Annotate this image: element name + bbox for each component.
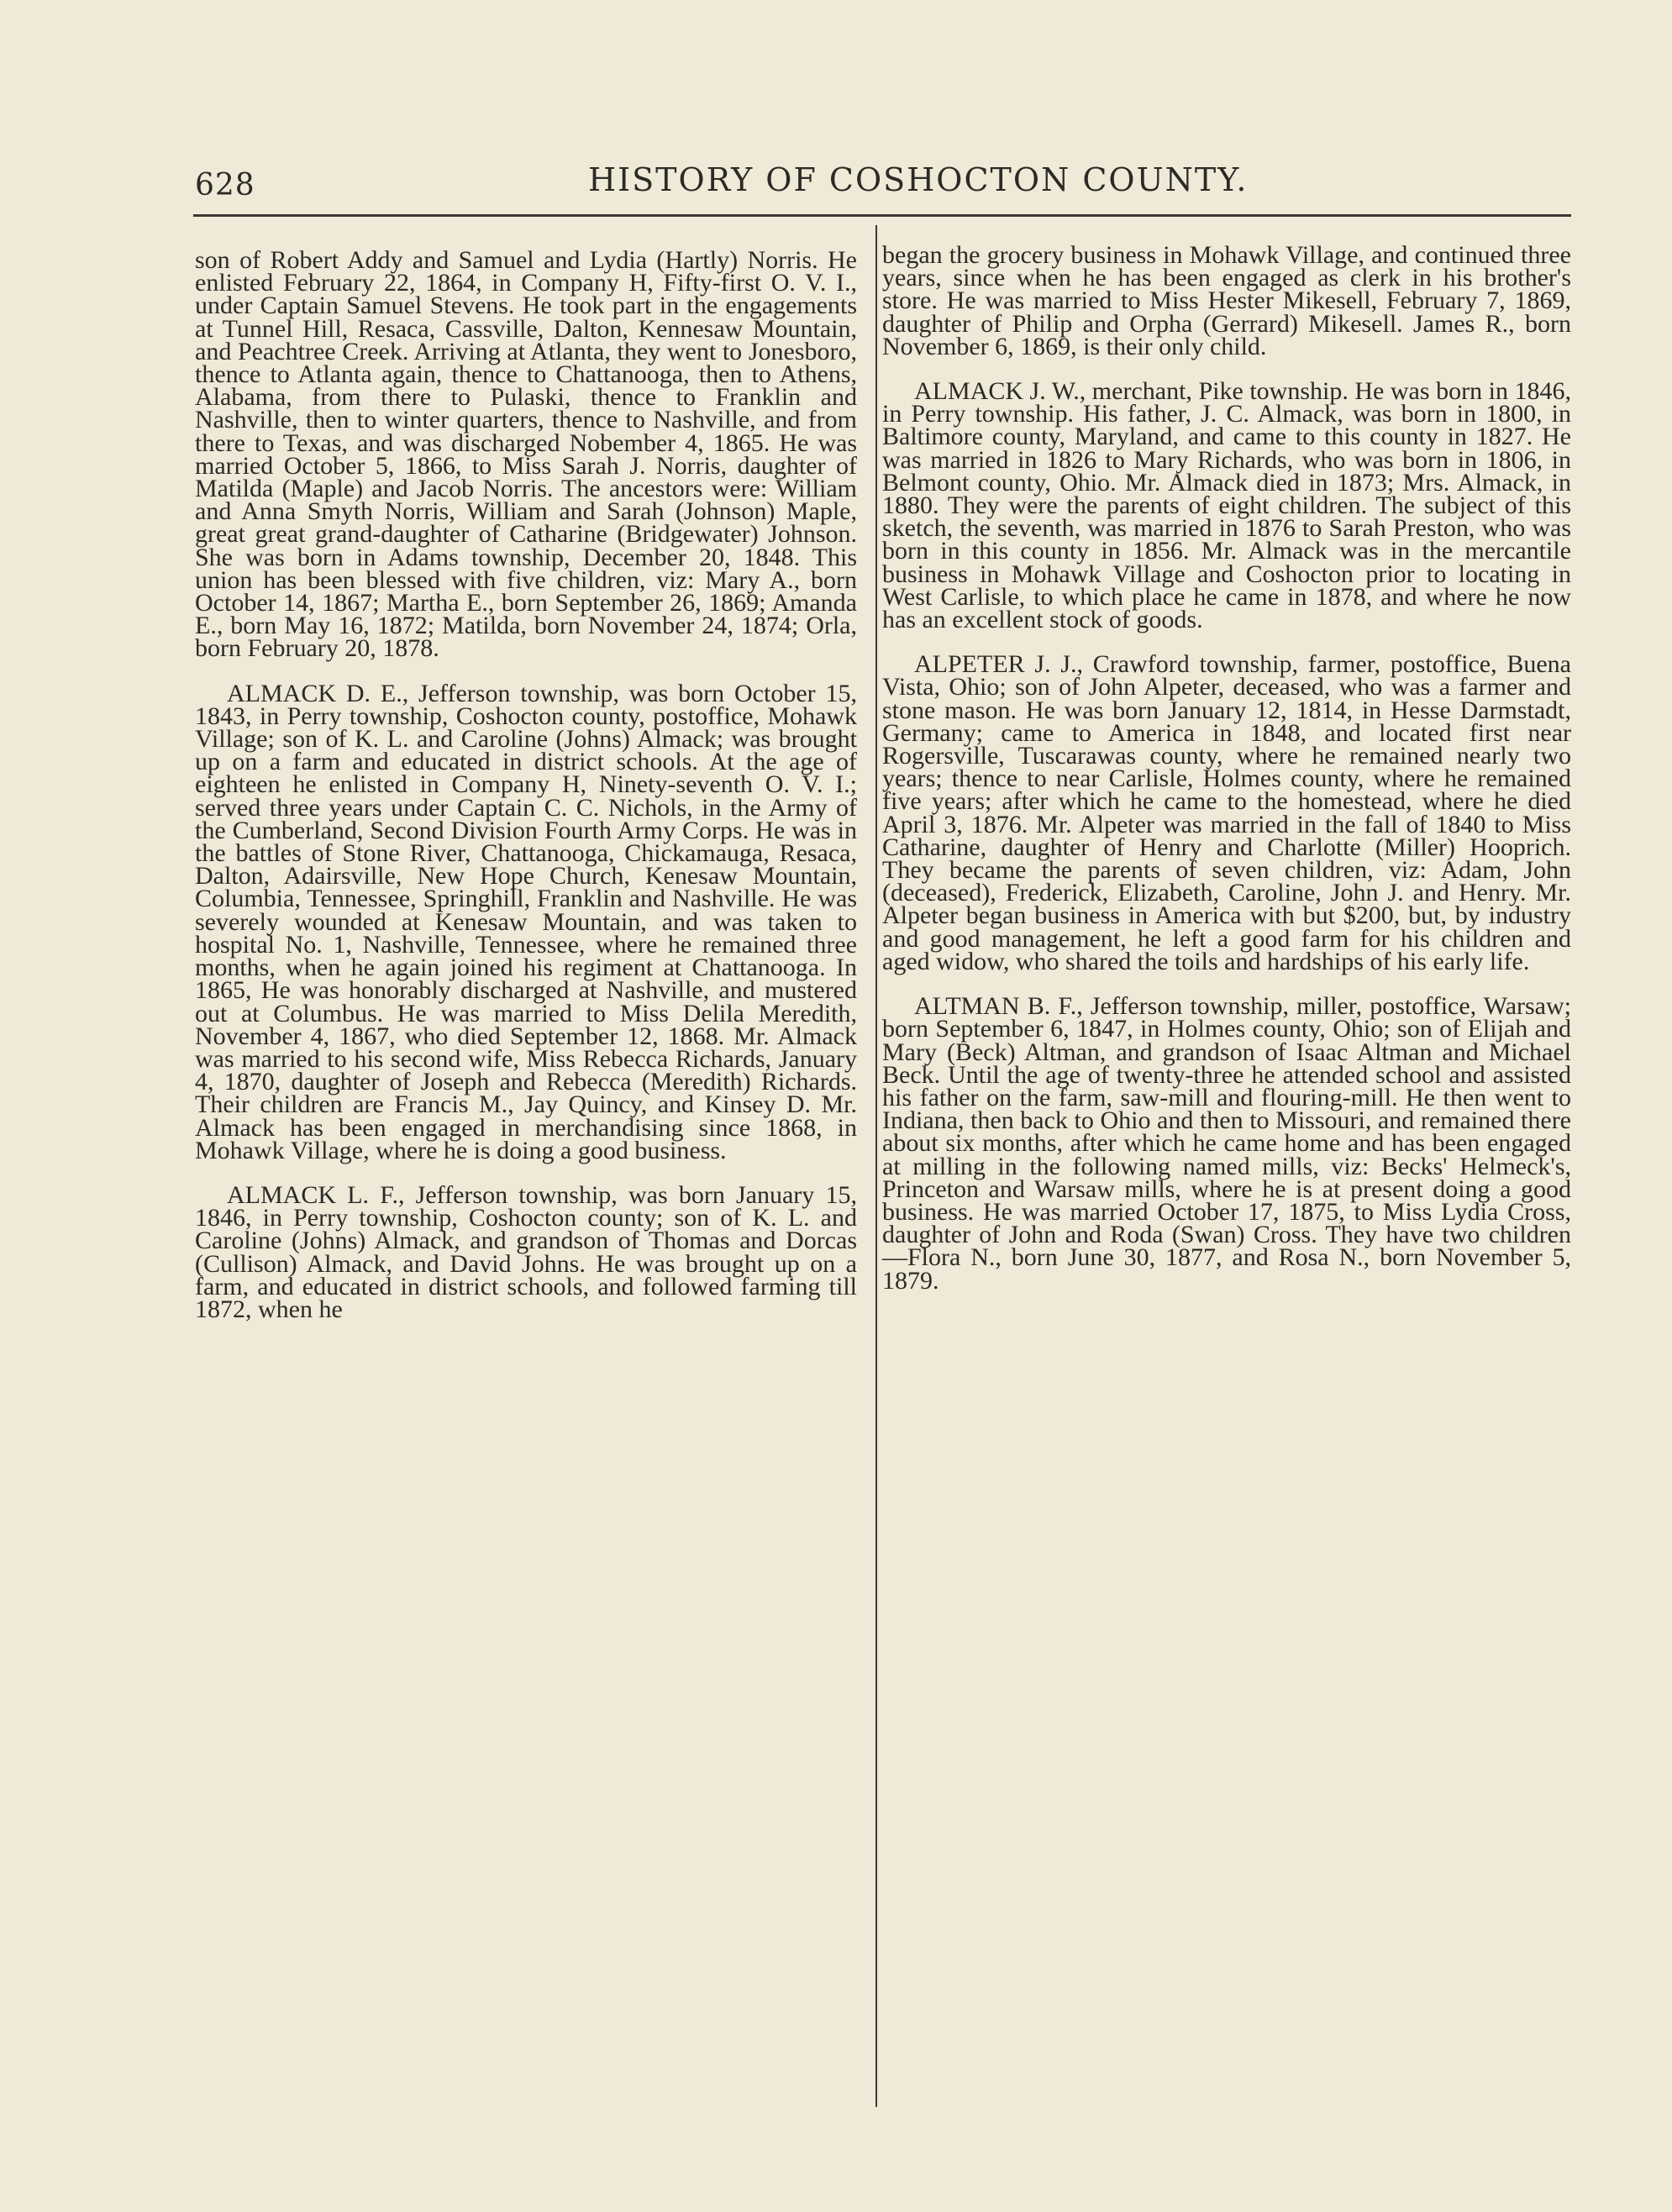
paragraph-alpeter-j-j: ALPETER J. J., Crawford township, farmer, postoffice, Buena Vista, Ohio; son of John Alpeter, deceased, who was a farmer and stone mason. He was born January 12, 1814, in Hesse Darmstadt, Germany; came to America in 1848, and located first near Rogersville, Tuscarawas county, where he remained nearly two years; thence to near Carlisle, Holmes county, where he remained five years; after which he came to the homestead, where he died April 3, 1876. Mr. Alpeter was married in the fall of 1840 to Miss Catharine, daughter of Henry and Charlotte (Miller) Hooprich. They became the parents of seven children, viz: Adam, John (deceased), Frederick, Elizabeth, Caroline, John J. and Henry. Mr. Alpeter began business in America with but $200, but, by industry and good management, he left a good farm for his children and aged widow, who shared the toils and hardships of his early life. [882,650,1571,975]
paragraph-norris-continued: son of Robert Addy and Samuel and Lydia (Hartly) Norris. He enlisted February 22, 1864, in Company H, Fifty-first O. V. I., under Captain Samuel Stevens. He took part in the engagements at Tunnel Hill, Resaca, Cassville, Dalton, Kennesaw Mountain, and Peachtree Creek. Arriving at Atlanta, they went to Jonesboro, thence to Atlanta again, thence to Chattanooga, then to Athens, Alabama, from there to Pulaski, thence to Franklin and Nashville, then to winter quarters, thence to Nashville, and from there to Texas, and was discharged Nobember 4, 1865. He was married October 5, 1866, to Miss Sarah J. Norris, daughter of Matilda (Maple) and Jacob Norris. The ancestors were: William and Anna Smyth Norris, William and Sarah (Johnson) Maple, great great grand-daughter of Catharine (Bridgewater) Johnson. She was born in Adams township, December 20, 1848. This union has been blessed with five children, viz: Mary A., born October 14, 1867; Martha E., born September 26, 1869; Amanda E., born May 16, 1872; Matilda, born November 24, 1874; Orla, born February 20, 1878. [195,246,857,663]
paragraph-almack-l-f: ALMACK L. F., Jefferson township, was born January 15, 1846, in Perry township, Coshocton county; son of K. L. and Caroline (Johns) Almack, and grandson of Thomas and Dorcas (Cullison) Almack, and David Johns. He was brought up on a farm, and educated in district schools, and followed farming till 1872, when he [195,1180,857,1323]
column-divider [875,225,877,2107]
page-number: 628 [195,168,255,202]
paragraph-altman-b-f: ALTMAN B. F., Jefferson township, miller, postoffice, Warsaw; born September 6, 1847, in Holmes county, Ohio; son of Elijah and Mary (Beck) Altman, and grandson of Isaac Altman and Michael Beck. Until the age of twenty-three he attended school and assisted his father on the farm, saw-mill and flouring-mill. He then went to Indiana, then back to Ohio and then to Missouri, and remained there about six months, after which he came home and has been engaged at milling in the following named mills, viz: Becks' Helmeck's, Princeton and Warsaw mills, where he is at present doing a good business. He was married October 17, 1875, to Miss Lydia Cross, daughter of John and Roda (Swan) Cross. They have two children—Flora N., born June 30, 1877, and Rosa N., born November 5, 1879. [882,992,1571,1295]
paragraph-almack-l-f-continued: began the grocery business in Mohawk Village, and continued three years, since when he has been engaged as clerk in his brother's store. He was married to Miss Hester Mikesell, February 7, 1869, daughter of Philip and Orpha (Gerrard) Mikesell. James R., born November 6, 1869, is their only child. [882,241,1571,360]
paragraph-almack-j-w: ALMACK J. W., merchant, Pike township. He was born in 1846, in Perry township. His father, J. C. Almack, was born in 1800, in Baltimore county, Maryland, and came to this county in 1827. He was married in 1826 to Mary Richards, who was born in 1806, in Belmont county, Ohio. Mr. Almack died in 1873; Mrs. Almack, in 1880. They were the parents of eight children. The subject of this sketch, the seventh, was married in 1876 to Sarah Preston, who was born in this county in 1856. Mr. Almack was in the mercantile business in Mohawk Village and Coshocton prior to locating in West Carlisle, to which place he came in 1878, and where he now has an excellent stock of goods. [882,377,1571,634]
running-head: HISTORY OF COSHOCTON COUNTY. [588,161,1249,198]
header-rule [193,214,1571,217]
right-column [882,241,1571,1314]
paragraph-almack-d-e: ALMACK D. E., Jefferson township, was born October 15, 1843, in Perry township, Coshocton county, postoffice, Mohawk Village; son of K. L. and Caroline (Johns) Almack; was brought up on a farm and educated in district schools. At the age of eighteen he enlisted in Company H, Ninety-seventh O. V. I.; served three years under Captain C. C. Nichols, in the Army of the Cumberland, Second Division Fourth Army Corps. He was in the battles of Stone River, Chattanooga, Chickamauga, Resaca, Dalton, Adairsville, New Hope Church, Kenesaw Mountain, Columbia, Tennessee, Springhill, Franklin and Nashville. He was severely wounded at Kenesaw Mountain, and was taken to hospital No. 1, Nashville, Tennessee, where he remained three months, when he again joined his regiment at Chattanooga. In 1865, He was honorably discharged at Nashville, and mustered out at Columbus. He was married to Miss Delila Meredith, November 4, 1867, who died September 12, 1868. Mr. Almack was married to his second wife, Miss Rebecca Richards, January 4, 1870, daughter of Joseph and Rebecca (Meredith) Richards. Their children are Francis M., Jay Quincy, and Kinsey D. Mr. Almack has been engaged in merchandising since 1868, in Mohawk Village, where he is doing a good business. [195,679,857,1164]
left-column [195,246,857,1342]
